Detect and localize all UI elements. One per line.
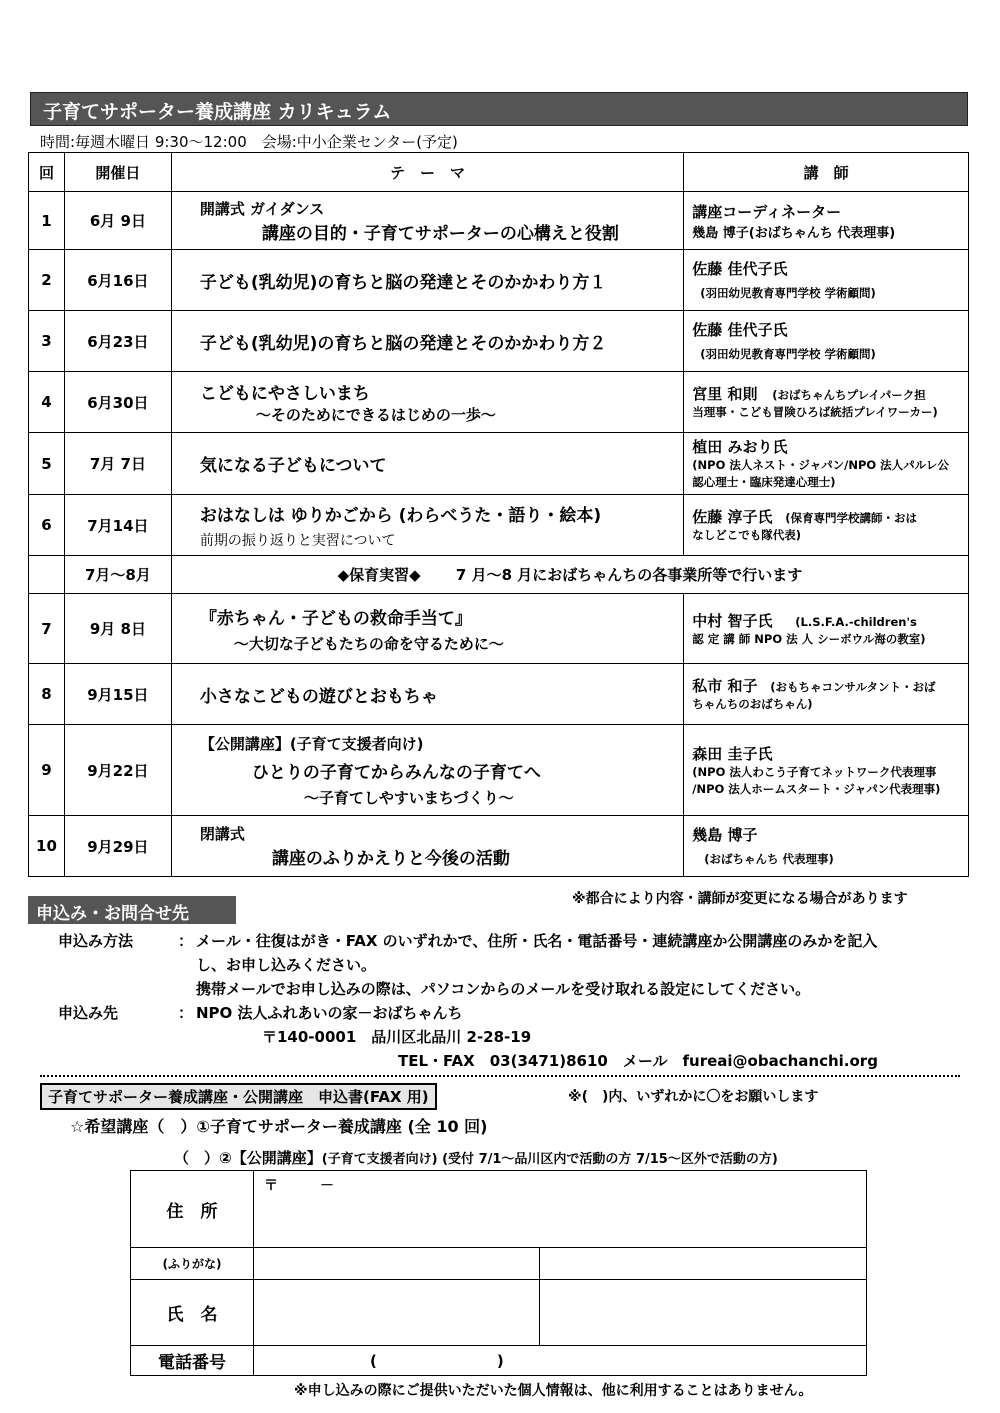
- separator: ：: [178, 1004, 194, 1022]
- row-lecturer: [684, 725, 969, 816]
- table-row: [29, 250, 969, 311]
- row-no: 9: [29, 725, 65, 816]
- lecturer-name: 森田 圭子氏: [692, 744, 773, 763]
- lecturer-line: 幾島 博子(おばちゃんち 代表理事): [692, 225, 896, 241]
- theme-sub: ～大切な子どもたちの命を守るために～: [233, 634, 504, 653]
- course-option-2-detail: (子育て支援者向け) (受付 7/1～品川区内で活動の方 7/15～区外で活動の方): [321, 1152, 778, 1167]
- row-theme: [171, 664, 683, 725]
- lecturer-affiliation: (羽田幼児教育専門学校 学術顧問): [700, 347, 876, 361]
- lecturer-name: 佐藤 佳代子氏: [692, 260, 788, 278]
- row-no: 5: [29, 433, 65, 495]
- furigana-label: (ふりがな): [131, 1248, 254, 1280]
- application-info: [58, 929, 966, 1073]
- course-option-2-label: （ ）②【公開講座】: [174, 1149, 322, 1167]
- lecturer-line: 講座コーディネーター: [692, 202, 842, 221]
- lecturer-affiliation: 認心理士・臨床発達心理士): [692, 475, 836, 489]
- lecturer-affiliation: 当理事・こども冒険ひろば統括プレイワーカー): [692, 405, 938, 419]
- privacy-note: ※申し込みの際にご提供いただいた個人情報は、他に利用することはありません。: [294, 1383, 813, 1399]
- theme-main: こどもにやさしいまち: [199, 384, 370, 404]
- address-field[interactable]: [254, 1171, 867, 1248]
- row-lecturer: [684, 192, 969, 250]
- theme-sub: ～そのためにできるはじめの一歩～: [255, 406, 496, 424]
- theme-main: 子ども(乳幼児)の育ちと脳の発達とそのかかわり方２: [199, 333, 607, 354]
- time-venue-info: 時間:毎週木曜日 9:30～12:00 会場:中小企業センター(予定): [40, 133, 458, 151]
- lecturer-affiliation: ちゃんちのおばちゃん): [692, 697, 813, 711]
- lecturer-name: 植田 みおり氏: [692, 438, 788, 456]
- row-lecturer: [684, 372, 969, 433]
- course-option-1[interactable]: ☆希望講座（ ）①子育てサポーター養成講座 (全 10 回): [70, 1117, 488, 1136]
- lecturer-name: 佐藤 淳子氏: [692, 508, 773, 526]
- theme-main: 講座の目的・子育てサポーターの心構えと役割: [261, 223, 619, 244]
- form-note: ※( )内、いずれかに〇をお願いします: [568, 1089, 819, 1105]
- postal-address: 〒140-0001 品川区北品川 2-28-19: [262, 1028, 532, 1046]
- name-field-2[interactable]: [540, 1280, 867, 1346]
- furigana-field-1[interactable]: [254, 1248, 540, 1280]
- row-no: 10: [29, 816, 65, 877]
- lecturer-affiliation: (保育専門学校講師・おは: [785, 511, 918, 525]
- lecturer-affiliation: 認 定 講 師 NPO 法 人 シーボウル海の教室): [692, 631, 926, 646]
- row-lecturer: [684, 816, 969, 877]
- lecturer-affiliation: (おもちゃコンサルタント・おば: [770, 680, 936, 694]
- row-theme: [171, 816, 683, 877]
- theme-main: 気になる子どもについて: [199, 456, 387, 476]
- theme-main: ひとりの子育てからみんなの子育てへ: [251, 762, 541, 783]
- practice-period: 7月～8月: [64, 556, 171, 594]
- table-row: [29, 594, 969, 664]
- table-row: [29, 725, 969, 816]
- table-row: [29, 372, 969, 433]
- lecturer-name: 私市 和子: [692, 677, 758, 695]
- row-date: 9月15日: [64, 664, 171, 725]
- row-no: 3: [29, 311, 65, 372]
- table-row: [29, 433, 969, 495]
- theme-main: 『赤ちゃん・子どもの救命手当て』: [199, 608, 472, 629]
- row-date: 7月 7日: [64, 433, 171, 495]
- name-field-1[interactable]: [254, 1280, 540, 1346]
- theme-main: おはなしは ゆりかごから (わらべうた・語り・絵本): [199, 505, 602, 526]
- row-theme: [171, 192, 683, 250]
- row-theme: [171, 725, 683, 816]
- header-theme: テ ー マ: [171, 153, 683, 192]
- row-lecturer: [684, 433, 969, 495]
- table-row: [29, 664, 969, 725]
- row-date: 9月29日: [64, 816, 171, 877]
- separator: ：: [178, 932, 194, 950]
- course-option-2[interactable]: [174, 1147, 778, 1168]
- table-row: [29, 192, 969, 250]
- row-date: 6月16日: [64, 250, 171, 311]
- row-date: 7月14日: [64, 495, 171, 556]
- phone-label: 電話番号: [131, 1346, 254, 1376]
- header-date: 開催日: [64, 153, 171, 192]
- lecturer-affiliation: (L.S.F.A.-children's: [795, 614, 917, 629]
- row-theme: [171, 311, 683, 372]
- row-lecturer: [684, 664, 969, 725]
- lecturer-name: 宮里 和則: [692, 385, 758, 403]
- lecturer-name: 佐藤 佳代子氏: [692, 321, 788, 339]
- row-no: 7: [29, 594, 65, 664]
- row-theme: [171, 372, 683, 433]
- row-lecturer: [684, 594, 969, 664]
- lecturer-name: 幾島 博子: [692, 826, 758, 844]
- row-date: 9月 8日: [64, 594, 171, 664]
- table-row: [29, 311, 969, 372]
- theme-main: 小さなこどもの遊びとおもちゃ: [199, 686, 438, 707]
- form-title: 子育てサポーター養成講座・公開講座 申込書(FAX 用): [40, 1083, 437, 1110]
- header-lecturer: 講 師: [684, 153, 969, 192]
- phone-paren: ( ): [370, 1352, 504, 1370]
- theme-sub: 前期の振り返りと実習について: [199, 532, 396, 549]
- method-text: し、お申し込みください。: [196, 956, 377, 974]
- row-no: 8: [29, 664, 65, 725]
- theme-main: 講座のふりかえりと今後の活動: [271, 849, 510, 869]
- row-lecturer: [684, 311, 969, 372]
- practice-row: [29, 556, 969, 594]
- tel-fax-email: TEL・FAX 03(3471)8610 メール fureai@obachanchi.org: [398, 1052, 878, 1070]
- practice-text: 7 月～8 月におばちゃんちの各事業所等で行います: [455, 566, 803, 584]
- lecturer-affiliation: /NPO 法人ホームスタート・ジャパン代表理事): [692, 781, 941, 796]
- method-label: 申込み方法: [58, 932, 134, 950]
- row-date: 6月30日: [64, 372, 171, 433]
- theme-top: 【公開講座】(子育て支援者向け): [199, 734, 424, 753]
- method-text: 携帯メールでお申し込みの際は、パソコンからのメールを受け取れる設定にしてください。: [196, 980, 811, 998]
- table-header-row: [29, 153, 969, 192]
- curriculum-title: 子育てサポーター養成講座 カリキュラム: [30, 92, 968, 126]
- lecturer-affiliation: (おばちゃんち 代表理事): [704, 852, 834, 866]
- lecturer-affiliation: (NPO 法人ネスト・ジャパン/NPO 法人パルレ公: [692, 458, 949, 472]
- theme-sub: 開講式 ガイダンス: [199, 199, 325, 218]
- row-theme: [171, 594, 683, 664]
- lecturer-name: 中村 智子氏: [692, 611, 773, 630]
- organization-name: NPO 法人ふれあいの家－おばちゃんち: [196, 1004, 463, 1022]
- method-text: メール・往復はがき・FAX のいずれかで、住所・氏名・電話番号・連続講座か公開講座のみかを記入: [196, 932, 878, 950]
- row-theme: [171, 250, 683, 311]
- address-label: 住 所: [131, 1171, 254, 1248]
- lecturer-affiliation: (NPO 法人わこう子育てネットワーク代表理事: [692, 764, 937, 779]
- name-label: 氏 名: [131, 1280, 254, 1346]
- table-row: [29, 495, 969, 556]
- row-theme: [171, 433, 683, 495]
- destination-label: 申込み先: [58, 1004, 119, 1022]
- row-date: 6月 9日: [64, 192, 171, 250]
- lecturer-affiliation: (おばちゃんちプレイパーク担: [772, 388, 926, 402]
- lecturer-affiliation: なしどこでも隊代表): [692, 528, 802, 542]
- furigana-field-2[interactable]: [540, 1248, 867, 1280]
- row-no: 1: [29, 192, 65, 250]
- row-date: 6月23日: [64, 311, 171, 372]
- row-date: 9月22日: [64, 725, 171, 816]
- contact-title: 申込み・お問合せ先: [28, 896, 236, 924]
- row-lecturer: [684, 495, 969, 556]
- table-row: [29, 816, 969, 877]
- theme-main: 子ども(乳幼児)の育ちと脳の発達とそのかかわり方１: [199, 272, 607, 293]
- postal-mark: 〒 －: [264, 1178, 334, 1194]
- row-no: 6: [29, 495, 65, 556]
- theme-sub: 閉講式: [199, 825, 245, 843]
- change-note: ※都合により内容・講師が変更になる場合があります: [572, 891, 908, 907]
- lecturer-affiliation: (羽田幼児教育専門学校 学術顧問): [700, 286, 876, 300]
- practice-info: [171, 556, 968, 594]
- row-no: 4: [29, 372, 65, 433]
- header-no: 回: [29, 153, 65, 192]
- theme-sub: ～子育てしやすいまちづくり～: [303, 788, 514, 807]
- row-theme: [171, 495, 683, 556]
- practice-title: ◆保育実習◆: [337, 566, 421, 584]
- row-lecturer: [684, 250, 969, 311]
- application-form: [130, 1170, 867, 1376]
- cut-line: [40, 1075, 960, 1077]
- phone-field[interactable]: [254, 1346, 867, 1376]
- curriculum-table: [28, 152, 969, 877]
- row-no: 2: [29, 250, 65, 311]
